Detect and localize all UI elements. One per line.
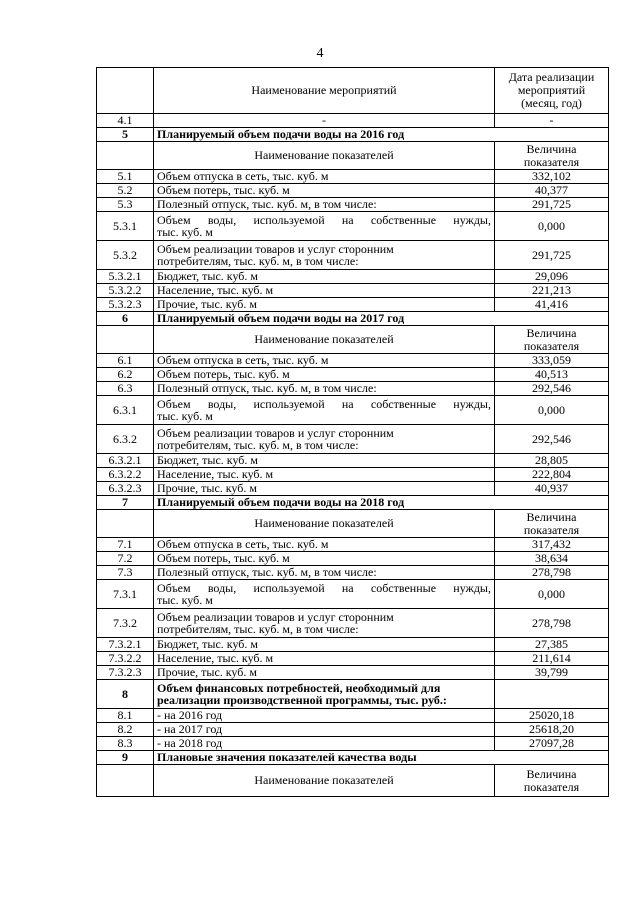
row-number: 5.3.2.2 [97, 284, 154, 298]
section-title [154, 680, 495, 709]
row-name: Население, тыс. куб. м [154, 652, 495, 666]
table-row [97, 212, 609, 241]
section-title: Планируемый объем подачи воды на 2017 год [154, 312, 609, 326]
row-name: - [154, 114, 495, 128]
table-header-row [97, 68, 609, 114]
section-title-line: реализации производственной программы, тыс. руб.: [157, 693, 447, 707]
row-name: Объем потерь, тыс. куб. м [154, 368, 495, 382]
table-row [97, 284, 609, 298]
section-header-row [97, 510, 609, 538]
row-number: 6.3.2 [97, 425, 154, 454]
row-value: - [495, 114, 609, 128]
row-number: 7.3.2.3 [97, 666, 154, 680]
row-name-line: потребителям, тыс. куб. м, в том числе: [157, 254, 359, 268]
row-name: Объем потерь, тыс. куб. м [154, 184, 495, 198]
row-value: 0,000 [495, 212, 609, 241]
section-header-value [495, 326, 609, 354]
page-number: 4 [316, 46, 324, 61]
table-row [97, 425, 609, 454]
row-value: 27,385 [495, 638, 609, 652]
table-row [97, 170, 609, 184]
section-title: Планируемый объем подачи воды на 2018 год [154, 496, 609, 510]
section-header-value-line: Величина [526, 766, 577, 781]
row-number: 7.3 [97, 566, 154, 580]
row-value: 38,634 [495, 552, 609, 566]
row-name [154, 212, 495, 241]
header-date-line: мероприятий [517, 83, 586, 97]
table-row [97, 368, 609, 382]
row-value: 222,804 [495, 468, 609, 482]
table-row [97, 737, 609, 751]
row-name: Объем потерь, тыс. куб. м [154, 552, 495, 566]
row-name-line: Объем реализации товаров и услуг сторонним [157, 242, 394, 256]
row-name: Прочие, тыс. куб. м [154, 666, 495, 680]
section-header-row [97, 765, 609, 797]
row-value: 27097,28 [495, 737, 609, 751]
row-number: 5.3.1 [97, 212, 154, 241]
section-number: 6 [97, 312, 154, 326]
section-header-value-line: Величина [526, 509, 577, 524]
section-header-value [495, 765, 609, 797]
table-row [97, 270, 609, 284]
table-row [97, 538, 609, 552]
table-row [97, 482, 609, 496]
row-name: - на 2018 год [154, 737, 495, 751]
section-number: 7 [97, 496, 154, 510]
row-name: Полезный отпуск, тыс. куб. м, в том числе: [154, 382, 495, 396]
table-row [97, 652, 609, 666]
table-row [97, 114, 609, 128]
row-number: 6.3.1 [97, 396, 154, 425]
row-value: 25618,20 [495, 723, 609, 737]
table-row [97, 468, 609, 482]
row-name-line: Объем воды, используемой на собственные нужды, [157, 581, 491, 595]
row-name: Прочие, тыс. куб. м [154, 482, 495, 496]
row-number: 7.3.2 [97, 609, 154, 638]
row-name: Бюджет, тыс. куб. м [154, 638, 495, 652]
table-row [97, 709, 609, 723]
row-name: Бюджет, тыс. куб. м [154, 454, 495, 468]
row-number: 6.3.2.2 [97, 468, 154, 482]
table-row [97, 354, 609, 368]
section-title: Планируемый объем подачи воды на 2016 год [154, 128, 609, 142]
row-value: 291,725 [495, 198, 609, 212]
row-name [154, 241, 495, 270]
row-value: 332,102 [495, 170, 609, 184]
section-header-num-cell [97, 142, 154, 170]
table-row [97, 198, 609, 212]
row-value: 292,546 [495, 425, 609, 454]
section-title-line: Объем финансовых потребностей, необходимый для [157, 681, 441, 695]
row-name: Полезный отпуск, тыс. куб. м, в том числе: [154, 566, 495, 580]
header-date-line: (месяц, год) [521, 96, 582, 110]
row-value: 291,725 [495, 241, 609, 270]
section-title: Плановые значения показателей качества воды [154, 751, 609, 765]
row-value: 29,096 [495, 270, 609, 284]
row-value: 221,213 [495, 284, 609, 298]
section-header-value-line: Величина [526, 141, 577, 156]
section-title-row [97, 680, 609, 709]
row-value: 278,798 [495, 566, 609, 580]
row-value: 41,416 [495, 298, 609, 312]
section-number: 9 [97, 751, 154, 765]
row-number: 7.1 [97, 538, 154, 552]
row-name-line: тыс. куб. м [157, 593, 213, 607]
row-value: 25020,18 [495, 709, 609, 723]
section-header-indicators: Наименование показателей [154, 765, 495, 797]
row-name-line: Объем реализации товаров и услуг сторонним [157, 426, 394, 440]
header-date-line: Дата реализации [508, 70, 595, 84]
row-value: 278,798 [495, 609, 609, 638]
row-name [154, 396, 495, 425]
section-header-num-cell [97, 326, 154, 354]
row-number: 6.3.2.1 [97, 454, 154, 468]
row-number: 5.2 [97, 184, 154, 198]
section-header-value-line: показателя [523, 154, 580, 169]
section-header-value-line: Величина [526, 325, 577, 340]
row-number: 5.3.2.3 [97, 298, 154, 312]
section-title-row [97, 128, 609, 142]
header-num-cell [97, 68, 154, 114]
section-header-value [495, 142, 609, 170]
row-name-line: потребителям, тыс. куб. м, в том числе: [157, 438, 359, 452]
row-name: Бюджет, тыс. куб. м [154, 270, 495, 284]
row-value: 317,432 [495, 538, 609, 552]
row-name-line: тыс. куб. м [157, 225, 213, 239]
section-number: 8 [97, 680, 154, 709]
row-name: - на 2017 год [154, 723, 495, 737]
row-name-line: тыс. куб. м [157, 409, 213, 423]
table-row [97, 638, 609, 652]
row-number: 6.3.2.3 [97, 482, 154, 496]
row-name: Полезный отпуск, тыс. куб. м, в том числе: [154, 198, 495, 212]
row-value: 292,546 [495, 382, 609, 396]
section-header-indicators: Наименование показателей [154, 326, 495, 354]
row-number: 8.1 [97, 709, 154, 723]
row-number: 4.1 [97, 114, 154, 128]
section-title-row [97, 496, 609, 510]
row-name [154, 580, 495, 609]
row-value: 211,614 [495, 652, 609, 666]
row-name [154, 609, 495, 638]
row-name: Население, тыс. куб. м [154, 468, 495, 482]
section-title-row [97, 312, 609, 326]
table-row [97, 580, 609, 609]
row-value: 28,805 [495, 454, 609, 468]
section-header-value-line: показателя [523, 779, 580, 794]
row-value: 0,000 [495, 580, 609, 609]
table-row [97, 382, 609, 396]
row-name-line: Объем воды, используемой на собственные нужды, [157, 213, 491, 227]
row-value: 40,377 [495, 184, 609, 198]
row-name-line: Объем реализации товаров и услуг сторонним [157, 610, 394, 624]
section-header-num-cell [97, 510, 154, 538]
row-name: Объем отпуска в сеть, тыс. куб. м [154, 170, 495, 184]
section-header-row [97, 326, 609, 354]
table-row [97, 298, 609, 312]
section-header-indicators: Наименование показателей [154, 142, 495, 170]
row-value: 333,059 [495, 354, 609, 368]
section-header-row [97, 142, 609, 170]
row-value: 40,937 [495, 482, 609, 496]
section-header-value [495, 510, 609, 538]
table-row [97, 609, 609, 638]
row-number: 6.1 [97, 354, 154, 368]
table-row [97, 723, 609, 737]
row-number: 7.3.2.2 [97, 652, 154, 666]
row-number: 8.2 [97, 723, 154, 737]
header-measures-title: Наименование мероприятий [154, 68, 495, 114]
row-number: 7.3.2.1 [97, 638, 154, 652]
table-row [97, 241, 609, 270]
row-name-line: Объем воды, используемой на собственные нужды, [157, 397, 491, 411]
table-row [97, 396, 609, 425]
section-title-row [97, 751, 609, 765]
section-header-value-line: показателя [523, 338, 580, 353]
row-number: 7.3.1 [97, 580, 154, 609]
row-number: 8.3 [97, 737, 154, 751]
table-row [97, 566, 609, 580]
section-header-indicators: Наименование показателей [154, 510, 495, 538]
production-program-table [96, 67, 609, 797]
section-number: 5 [97, 128, 154, 142]
header-date-title [495, 68, 609, 114]
row-value: 39,799 [495, 666, 609, 680]
row-number: 7.2 [97, 552, 154, 566]
table-row [97, 666, 609, 680]
row-number: 6.3 [97, 382, 154, 396]
row-name: Объем отпуска в сеть, тыс. куб. м [154, 354, 495, 368]
row-number: 6.2 [97, 368, 154, 382]
table-row [97, 454, 609, 468]
row-name [154, 425, 495, 454]
table-row [97, 552, 609, 566]
table-row [97, 184, 609, 198]
row-value: 40,513 [495, 368, 609, 382]
row-name: Объем отпуска в сеть, тыс. куб. м [154, 538, 495, 552]
row-name: Прочие, тыс. куб. м [154, 298, 495, 312]
section-header-num-cell [97, 765, 154, 797]
row-number: 5.3.2.1 [97, 270, 154, 284]
section-header-value-line: показателя [523, 522, 580, 537]
row-number: 5.3 [97, 198, 154, 212]
row-name: - на 2016 год [154, 709, 495, 723]
row-name-line: потребителям, тыс. куб. м, в том числе: [157, 622, 359, 636]
section-title-value-cell [495, 680, 609, 709]
row-name: Население, тыс. куб. м [154, 284, 495, 298]
row-number: 5.1 [97, 170, 154, 184]
row-value: 0,000 [495, 396, 609, 425]
row-number: 5.3.2 [97, 241, 154, 270]
